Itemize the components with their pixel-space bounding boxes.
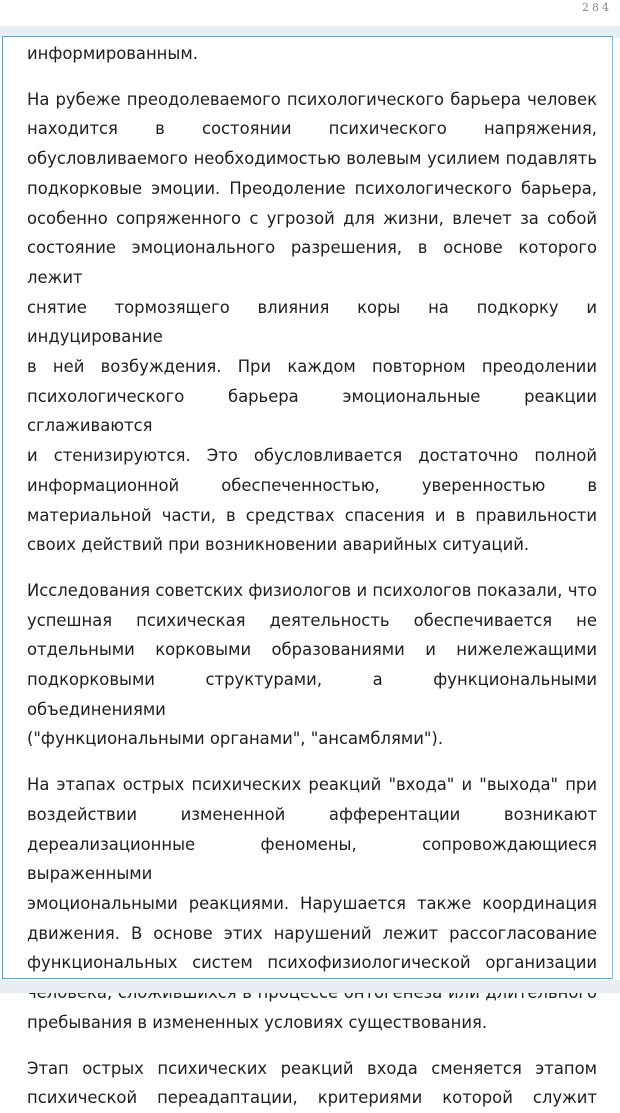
paragraph — [27, 1054, 597, 1113]
text-line: Исследования советских физиологов и психологов показали, что — [27, 580, 597, 600]
paragraph — [27, 770, 597, 1037]
text-column — [27, 39, 597, 1113]
text-line: информационной обеспеченностью, уверенностью в — [27, 475, 597, 495]
text-line: своих действий при возникновении аварийных ситуаций. — [27, 535, 530, 555]
text-line: особенно сопряженного с угрозой для жизни, влечет за собой — [27, 208, 597, 228]
text-line: подкорковые эмоции. Преодоление психологического барьера, — [27, 178, 597, 198]
text-line: движения. В основе этих нарушений лежит рассогласование — [27, 923, 597, 943]
content-frame — [2, 36, 613, 1108]
text-line: На рубеже преодолеваемого психологического барьера человек — [27, 89, 597, 109]
text-line: и стенизируются. Это обусловливается достаточно полной — [27, 446, 597, 466]
text-line: психологического барьера эмоциональные реакции сглаживаются — [27, 386, 597, 436]
text-line: обусловливаемого необходимостью волевым усилием подавлять — [27, 149, 597, 169]
text-line: находится в состоянии психического напряжения, — [27, 119, 597, 139]
text-line: ("функциональными органами", "ансамблями"). — [27, 729, 444, 749]
text-line: подкорковыми структурами, а функциональными объединениями — [27, 670, 597, 719]
text-line: пребывания в измененных условиях существования. — [27, 1012, 488, 1032]
text-line: материальной части, в средствах спасения и в правильности — [27, 505, 597, 525]
text-line: успешная психическая деятельность обеспечивается не — [27, 610, 597, 630]
paragraph — [27, 39, 597, 69]
text-line: дереализационные феномены, сопровождающиеся выраженными — [27, 834, 597, 884]
text-line: Этап острых психических реакций входа сменяется этапом — [27, 1058, 597, 1078]
page-footer-band — [0, 980, 620, 993]
paragraph — [27, 576, 597, 754]
text-line: состояние эмоционального разрешения, в основе которого лежит — [27, 238, 597, 287]
text-line: информированным. — [27, 44, 198, 63]
text-line: функциональных систем психофизиологической организации — [27, 953, 597, 973]
page-number: 284 — [582, 1, 612, 14]
text-line: в ней возбуждения. При каждом повторном преодолении — [27, 357, 597, 377]
text-line: эмоциональными реакциями. Нарушается также координация — [27, 893, 597, 913]
text-line: психической переадаптации, критериями которой служит — [27, 1088, 597, 1108]
text-line: отдельными корковыми образованиями и нижележащими — [27, 640, 597, 660]
text-line: На этапах острых психических реакций "входа" и "выхода" при — [27, 775, 597, 795]
text-line: воздействии измененной афферентации возникают — [27, 804, 597, 824]
text-line: снятие тормозящего влияния коры на подкорку и индуцирование — [27, 297, 597, 347]
paragraph — [27, 85, 597, 560]
